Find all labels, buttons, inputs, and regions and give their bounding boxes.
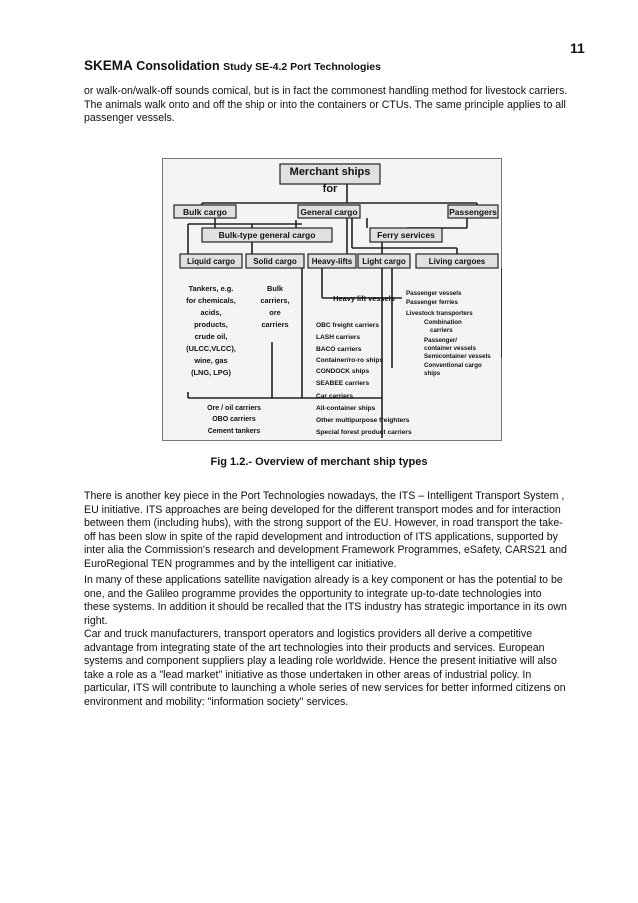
living-cargo-type: Combination — [424, 319, 462, 326]
tankers-line: acids, — [200, 308, 222, 317]
node-bulk-type-general-cargo: Bulk-type general cargo — [218, 230, 316, 240]
intro-paragraph: or walk-on/walk-off sounds comical, but is in fact the commonest handling method for livestock carriers. The animals walk onto and off the ship or into the containers or CTUs. The same principle applies to all passenger vessels. — [84, 85, 568, 125]
tankers-line: (LNG, LPG) — [191, 368, 231, 377]
node-passengers: Passengers — [449, 207, 497, 217]
light-cargo-type: SEABEE carriers — [316, 380, 370, 387]
merchant-ships-diagram — [162, 158, 502, 441]
bulk-carriers-line: Bulk — [266, 284, 284, 293]
combined-carrier-type: Ore / oil carriers — [207, 405, 261, 412]
node-heavy-lifts: Heavy-lifts — [311, 257, 353, 266]
tankers-line: products, — [194, 320, 228, 329]
light-cargo-type: LASH carriers — [316, 334, 360, 341]
tankers-line: Tankers, e.g. — [188, 284, 234, 293]
bulk-carriers-line: carriers, — [260, 296, 290, 305]
node-bulk-cargo: Bulk cargo — [183, 207, 227, 217]
body-paragraph: In many of these applications satellite navigation already is a key component or has the potential to be one, and the Galileo programme provides the opportunity to integrate up-to-date technologies into these systems. In addition it should be recalled that the ITS industry has strategic importance in its own right. — [84, 574, 567, 627]
node-solid-cargo: Solid cargo — [253, 257, 297, 266]
header-brand: SKEMA — [84, 58, 133, 73]
light-cargo-type: All-container ships — [316, 405, 376, 412]
tankers-line: crude oil, — [194, 332, 228, 341]
figure-caption: Fig 1.2.- Overview of merchant ship types — [210, 456, 428, 468]
tankers-line: wine, gas — [194, 356, 228, 365]
living-cargo-type: Conventional cargo — [424, 362, 482, 369]
light-cargo-type: Container/ro-ro ships — [316, 357, 384, 364]
tankers-line: (ULCC,VLCC), — [186, 344, 236, 353]
page-number: 11 — [570, 40, 585, 56]
node-light-cargo: Light cargo — [362, 257, 406, 266]
living-cargo-type: carriers — [430, 327, 453, 334]
light-cargo-type: Car carriers — [316, 393, 354, 400]
diagram-root-sublabel: for — [322, 183, 338, 195]
living-cargo-type: container vessels — [424, 345, 476, 352]
living-cargo-type: ships — [424, 370, 441, 377]
light-cargo-type: BACO carriers — [316, 346, 362, 353]
node-living-cargoes: Living cargoes — [428, 257, 486, 266]
tankers-line: for chemicals, — [186, 296, 236, 305]
light-cargo-type: OBC freight carriers — [316, 322, 380, 329]
header-title: Consolidation — [136, 59, 220, 73]
diagram-root-label: Merchant ships — [289, 166, 371, 178]
light-cargo-type: Special forest product carriers — [316, 429, 412, 436]
living-cargo-type: Passenger ferries — [406, 299, 458, 306]
combined-carrier-type: Cement tankers — [207, 428, 261, 435]
bulk-carriers-line: ore — [269, 308, 281, 317]
living-cargo-type: Semicontainer vessels — [424, 353, 491, 360]
living-cargo-type: Passenger/ — [424, 337, 458, 344]
header-subtitle: Study SE-4.2 Port Technologies — [223, 61, 381, 73]
light-cargo-type: CONDOCK ships — [316, 368, 370, 375]
combined-carrier-type: OBO carriers — [212, 416, 256, 423]
node-general-cargo: General cargo — [300, 207, 358, 217]
document-header — [84, 58, 381, 73]
node-liquid-cargo: Liquid cargo — [187, 257, 235, 266]
living-cargo-type: Passenger vessels — [406, 290, 462, 297]
body-paragraph: There is another key piece in the Port Technologies nowadays, the ITS – Intelligent Transport System , EU initiative. ITS approaches are being developed for the different transport modes and for interaction between them (including hubs), with the strong support of the EU. However, in road transport the take-off has been slow in spite of the rapid development and introduction of ITS applications, supported by inter alia the Commission's research and development Framework Programmes, eSafety, CARS21 and EuroRegional TEN programmes and by the intelligent car initiative. — [84, 490, 567, 570]
light-cargo-type: Other multipurpose freighters — [316, 417, 410, 424]
node-ferry-services: Ferry services — [377, 230, 435, 240]
living-cargo-type: Livestock transporters — [406, 310, 473, 317]
bulk-carriers-line: carriers — [261, 320, 289, 329]
heavy-lift-vessels: Heavy lift vessels — [333, 294, 395, 303]
body-paragraph: Car and truck manufacturers, transport operators and logistics providers all derive a competitive advantage from integrating state of the art technologies into their products and services. European systems and component suppliers play a leading role worldwide. Hence the present initiative will also take a role as a "lead market" initiative as those undertaken in other areas of industrial policy. In particular, ITS will contribute to launching a whole series of new services for better informed citizens on environment and mobility: "information society" services. — [84, 628, 566, 708]
